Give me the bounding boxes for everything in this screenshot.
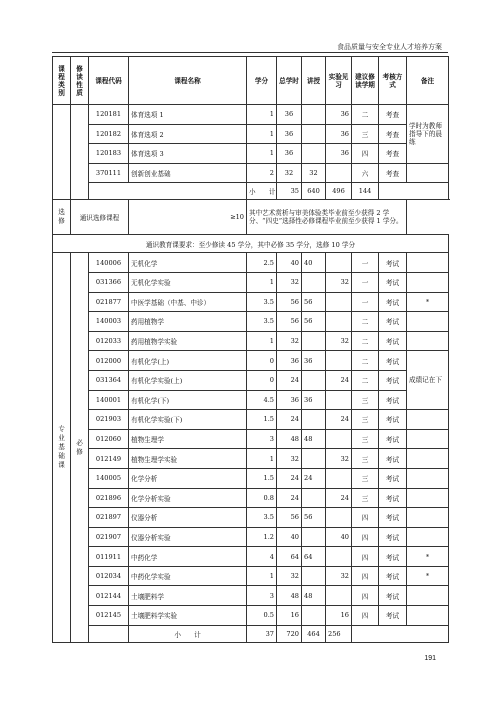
course-remark [407,163,449,183]
course-lecture-hours: 48 [302,429,326,449]
table-row [53,606,449,626]
page-number: 191 [424,655,436,662]
col-practice: 实验见习 [326,57,352,105]
table-row [53,566,449,586]
course-term: 六 [352,163,379,183]
course-name: 创新创业基础 [129,163,247,183]
course-practice-hours [326,312,352,332]
course-lecture-hours [302,370,326,390]
course-term: 一 [352,253,379,273]
course-credits: 0.8 [247,488,277,508]
table-row [53,124,449,144]
course-lecture-hours: 56 [302,292,326,312]
course-remark [407,253,449,273]
course-total-hours: 36 [277,351,302,371]
course-lecture-hours [302,124,326,144]
course-practice-hours: 40 [326,527,352,547]
course-exam: 考试 [379,312,407,332]
course-total-hours: 16 [277,606,302,626]
course-code: 021907 [89,527,129,547]
subtotal-total-hours: 640 [302,183,326,200]
course-exam: 考试 [379,586,407,606]
course-code: 021897 [89,508,129,528]
course-name: 有机化学(下) [129,390,247,410]
page-header-title: 食品质量与安全专业人才培养方案 [337,43,442,51]
table-row [53,331,449,351]
course-total-hours: 32 [277,272,302,292]
course-term: 三 [352,468,379,488]
course-practice-hours [326,253,352,273]
category-major-cell: 专业基础课 [53,253,71,642]
course-lecture-hours [302,272,326,292]
course-exam: 考试 [379,488,407,508]
course-practice-hours [326,351,352,371]
col-term: 建议修读学期 [352,57,379,105]
course-code: 140005 [89,468,129,488]
course-practice-hours: 36 [326,144,352,164]
course-lecture-hours: 24 [302,468,326,488]
course-exam: 考试 [379,410,407,430]
subtotal-total-hours: 720 [277,625,302,642]
course-code: 120182 [89,124,129,144]
subtotal-blank [379,183,449,200]
course-lecture-hours: 64 [302,547,326,567]
course-total-hours: 40 [277,253,302,273]
course-code: 370111 [89,163,129,183]
course-name: 化学分析 [129,468,247,488]
col-code: 课程代码 [89,57,129,105]
table-row [53,351,449,371]
course-code: 012149 [89,449,129,469]
course-name: 有机化学实验(下) [129,410,247,430]
course-remark [407,272,449,292]
course-exam: 考试 [379,449,407,469]
course-remark [407,586,449,606]
course-total-hours: 64 [277,547,302,567]
course-lecture-hours [302,331,326,351]
course-total-hours: 32 [277,566,302,586]
course-total-hours: 32 [277,331,302,351]
course-practice-hours [326,429,352,449]
course-credits: 3.5 [247,312,277,332]
course-exam: 考试 [379,292,407,312]
course-name: 仪器分析实验 [129,527,247,547]
general-requirement: 通识教育课要求：至少修读 45 学分，其中必修 35 学分，选修 10 学分 [53,235,449,253]
course-credits: 4.5 [247,390,277,410]
course-total-hours: 56 [277,312,302,332]
table-row [53,586,449,606]
table-row [53,488,449,508]
table-row [53,547,449,567]
major-remark-merged: 成绩记在下 [407,351,449,410]
course-practice-hours [326,163,352,183]
course-name: 植物生理学 [129,429,247,449]
col-remark: 备注 [407,57,449,105]
course-term: 四 [352,508,379,528]
course-practice-hours [326,390,352,410]
course-total-hours: 32 [277,163,302,183]
course-term: 四 [352,144,379,164]
course-code: 012000 [89,351,129,371]
course-name: 无机化学实验 [129,272,247,292]
course-lecture-hours [302,410,326,430]
course-term: 三 [352,449,379,469]
table-row [53,272,449,292]
course-exam: 考试 [379,351,407,371]
course-name: 药用植物学 [129,312,247,332]
course-code: 021896 [89,488,129,508]
course-name: 无机化学 [129,253,247,273]
course-exam: 考查 [379,144,407,164]
course-total-hours: 32 [277,449,302,469]
table-row [53,527,449,547]
course-exam: 考试 [379,331,407,351]
table-row [53,449,449,469]
course-exam: 考试 [379,390,407,410]
course-term: 三 [352,410,379,430]
course-term: 四 [352,606,379,626]
course-practice-hours: 36 [326,105,352,125]
course-practice-hours: 24 [326,410,352,430]
course-remark: * [407,292,449,312]
course-remark: * [407,566,449,586]
elective-name: 通识选修课程 [71,200,129,235]
course-remark [407,527,449,547]
table-row [53,144,449,164]
course-code: 021877 [89,292,129,312]
course-exam: 考试 [379,547,407,567]
course-exam: 考试 [379,429,407,449]
table-row [53,390,449,410]
course-term: 四 [352,586,379,606]
course-practice-hours: 32 [326,449,352,469]
course-total-hours: 24 [277,370,302,390]
course-exam: 考试 [379,370,407,390]
course-code: 021903 [89,410,129,430]
course-practice-hours: 16 [326,606,352,626]
course-practice-hours: 32 [326,331,352,351]
course-remark [407,410,449,430]
subtotal-lecture-hours: 464 [302,625,326,642]
course-lecture-hours [302,488,326,508]
subtotal-row [53,183,449,200]
course-lecture-hours [302,144,326,164]
elective-note: 其中艺术赏析与审美体验类毕业前至少获得 2 学分、“四史”选择性必修课程毕业前至少获得 1 学分。 [247,200,407,235]
header-rule [52,52,448,53]
subtotal-lecture-hours: 496 [326,183,352,200]
table-row [53,508,449,528]
col-category: 课程类别 [53,57,71,105]
course-name: 土壤肥料学实验 [129,606,247,626]
course-credits: 0 [247,370,277,390]
course-name: 中药化学实验 [129,566,247,586]
curriculum-table [52,56,449,643]
course-remark [407,449,449,469]
course-practice-hours [326,468,352,488]
course-practice-hours [326,547,352,567]
course-exam: 考试 [379,253,407,273]
pe-remark: 学时为教师指导下的晨练 [407,105,449,164]
col-nature: 修读性质 [71,57,89,105]
course-code: 140006 [89,253,129,273]
course-remark [407,606,449,626]
course-lecture-hours: 56 [302,508,326,528]
course-practice-hours: 36 [326,124,352,144]
course-code: 011911 [89,547,129,567]
course-term: 二 [352,351,379,371]
course-name: 体育选项 1 [129,105,247,125]
course-exam: 考试 [379,566,407,586]
course-term: 一 [352,272,379,292]
course-code: 140003 [89,312,129,332]
course-term: 四 [352,547,379,567]
course-lecture-hours [302,566,326,586]
course-total-hours: 36 [277,390,302,410]
course-credits: 3 [247,586,277,606]
course-credits: 1 [247,124,277,144]
course-exam: 考查 [379,105,407,125]
col-exam: 考核方式 [379,57,407,105]
table-row [53,429,449,449]
course-code: 012060 [89,429,129,449]
course-practice-hours: 32 [326,566,352,586]
col-lecture: 讲授 [302,57,326,105]
nature-cell [71,105,89,200]
subtotal-practice-hours: 256 [326,625,352,642]
course-name: 有机化学(上) [129,351,247,371]
course-total-hours: 24 [277,488,302,508]
course-exam: 考查 [379,124,407,144]
course-remark [407,429,449,449]
course-lecture-hours: 36 [302,351,326,371]
subtotal-credits: 35 [277,183,302,200]
course-credits: 1 [247,331,277,351]
course-exam: 考试 [379,468,407,488]
course-code: 012145 [89,606,129,626]
elective-row [53,200,449,235]
course-code: 012144 [89,586,129,606]
course-lecture-hours [302,105,326,125]
col-credits: 学分 [247,57,277,105]
course-practice-hours: 32 [326,272,352,292]
col-name: 课程名称 [129,57,247,105]
course-credits: 2 [247,163,277,183]
course-credits: 1 [247,144,277,164]
table-row [53,105,449,125]
course-name: 土壤肥料学 [129,586,247,606]
subtotal-label: 小 计 [129,625,247,642]
course-total-hours: 48 [277,429,302,449]
table-header-row [53,57,449,105]
course-total-hours: 56 [277,508,302,528]
table-row [53,163,449,183]
course-lecture-hours [302,449,326,469]
course-exam: 考试 [379,527,407,547]
course-term: 二 [352,370,379,390]
course-practice-hours [326,586,352,606]
course-term: 三 [352,124,379,144]
course-credits: 1 [247,449,277,469]
course-exam: 考试 [379,508,407,528]
course-term: 三 [352,488,379,508]
course-name: 植物生理学实验 [129,449,247,469]
course-credits: 0.5 [247,606,277,626]
course-credits: 1.2 [247,527,277,547]
subtotal-blank [352,625,449,642]
course-lecture-hours [302,527,326,547]
course-total-hours: 36 [277,124,302,144]
course-term: 二 [352,312,379,332]
table-row [53,410,449,430]
course-lecture-hours: 40 [302,253,326,273]
course-name: 体育选项 3 [129,144,247,164]
subtotal-credits: 37 [247,625,277,642]
course-total-hours: 56 [277,292,302,312]
major-nature-cell: 必修 [71,253,89,642]
course-practice-hours: 24 [326,488,352,508]
course-code: 140001 [89,390,129,410]
course-total-hours: 24 [277,410,302,430]
course-code: 031364 [89,370,129,390]
course-code: 031366 [89,272,129,292]
course-practice-hours [326,292,352,312]
table-row [53,468,449,488]
course-code: 012034 [89,566,129,586]
course-remark: * [407,547,449,567]
course-credits: 3.5 [247,292,277,312]
course-term: 二 [352,331,379,351]
course-name: 中药化学 [129,547,247,567]
requirement-row [53,235,449,253]
course-term: 二 [352,105,379,125]
course-name: 药用植物学实验 [129,331,247,351]
course-lecture-hours: 56 [302,312,326,332]
subtotal-spacer [89,625,129,642]
course-credits: 0 [247,351,277,371]
subtotal-spacer [89,183,247,200]
course-exam: 考查 [379,163,407,183]
course-name: 仪器分析 [129,508,247,528]
col-total-hours: 总学时 [277,57,302,105]
subtotal-practice-hours: 144 [352,183,379,200]
course-exam: 考试 [379,606,407,626]
course-name: 中医学基础（中基、中诊） [129,292,247,312]
category-general-cell [53,105,71,200]
course-credits: 1 [247,272,277,292]
course-total-hours: 48 [277,586,302,606]
course-remark [407,468,449,488]
course-remark [407,508,449,528]
course-credits: 3 [247,429,277,449]
course-term: 三 [352,429,379,449]
course-remark [407,488,449,508]
course-total-hours: 24 [277,468,302,488]
course-total-hours: 36 [277,144,302,164]
major-subtotal-row [53,625,449,642]
elective-nature: 选修 [53,200,71,235]
course-credits: 1 [247,566,277,586]
course-exam: 考试 [379,272,407,292]
course-credits: 2.5 [247,253,277,273]
table-row [53,312,449,332]
course-credits: 1.5 [247,468,277,488]
course-name: 体育选项 2 [129,124,247,144]
course-credits: 1.5 [247,410,277,430]
course-remark [407,331,449,351]
course-credits: 4 [247,547,277,567]
table-row [53,370,449,390]
course-code: 012033 [89,331,129,351]
course-lecture-hours: 36 [302,390,326,410]
course-term: 四 [352,566,379,586]
course-credits: 1 [247,105,277,125]
course-name: 有机化学实验(上) [129,370,247,390]
course-term: 四 [352,527,379,547]
table-row [53,292,449,312]
course-total-hours: 40 [277,527,302,547]
course-code: 120181 [89,105,129,125]
course-remark [407,312,449,332]
course-practice-hours [326,508,352,528]
table-row [53,253,449,273]
course-term: 一 [352,292,379,312]
course-lecture-hours: 48 [302,586,326,606]
course-total-hours: 36 [277,105,302,125]
elective-credits: ≥10 [129,200,247,235]
course-term: 三 [352,390,379,410]
course-credits: 3.5 [247,508,277,528]
course-lecture-hours [302,606,326,626]
course-practice-hours: 24 [326,370,352,390]
course-lecture-hours: 32 [302,163,326,183]
course-name: 化学分析实验 [129,488,247,508]
course-code: 120183 [89,144,129,164]
subtotal-label: 小 计 [247,183,277,200]
